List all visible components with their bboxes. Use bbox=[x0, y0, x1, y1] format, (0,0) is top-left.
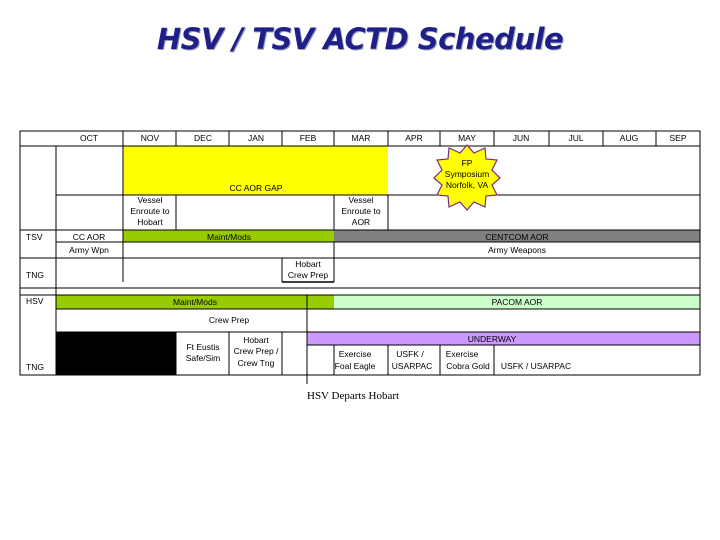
exercise-cobra-gold-2: Cobra Gold bbox=[446, 361, 490, 371]
month-aug: AUG bbox=[619, 133, 639, 143]
hobart-crew-prep-1: Hobart bbox=[295, 259, 321, 269]
cc-aor-label: CC AOR bbox=[72, 232, 106, 242]
centcom-aor-label: CENTCOM AOR bbox=[485, 232, 549, 242]
vessel-enroute-hobart-1: Vessel bbox=[137, 195, 163, 205]
vessel-enroute-aor-3: AOR bbox=[351, 217, 371, 227]
month-jun: JUN bbox=[512, 133, 530, 143]
hobart-crew-prep-2: Crew Prep bbox=[287, 270, 329, 280]
slide-title: HSV / TSV ACTD Schedule bbox=[156, 22, 564, 56]
pacom-aor-label: PACOM AOR bbox=[491, 297, 543, 307]
month-dec: DEC bbox=[194, 133, 212, 143]
usfk-usarpac-1b: USARPAC bbox=[391, 361, 433, 371]
crew-prep-label: Crew Prep bbox=[208, 315, 250, 325]
month-nov: NOV bbox=[140, 133, 160, 143]
row-label-tsv: TSV bbox=[26, 232, 43, 242]
hobart-crew-2: Crew Prep / bbox=[233, 346, 279, 356]
month-feb: FEB bbox=[299, 133, 317, 143]
hobart-crew-1: Hobart bbox=[243, 335, 269, 345]
vessel-enroute-hobart-2: Enroute to bbox=[130, 206, 170, 216]
month-apr: APR bbox=[405, 133, 423, 143]
ft-eustis-2: Safe/Sim bbox=[185, 353, 221, 363]
month-jan: JAN bbox=[247, 133, 265, 143]
row-label-tng-2: TNG bbox=[26, 362, 44, 372]
month-sep: SEP bbox=[669, 133, 687, 143]
hsv-departs-hobart-note: HSV Departs Hobart bbox=[307, 390, 400, 402]
hsv-tng-black-block bbox=[56, 332, 176, 375]
tsv-maint-mods-label: Maint/Mods bbox=[207, 232, 251, 242]
month-jul: JUL bbox=[568, 133, 584, 143]
usfk-usarpac-2: USFK / USARPAC bbox=[500, 361, 572, 371]
month-may: MAY bbox=[458, 133, 476, 143]
exercise-foal-eagle-2: Foal Eagle bbox=[334, 361, 376, 371]
starburst-line-1: FP bbox=[461, 158, 473, 168]
hobart-crew-3: Crew Tng bbox=[237, 358, 275, 368]
vessel-enroute-aor-1: Vessel bbox=[348, 195, 374, 205]
ft-eustis-1: Ft Eustis bbox=[186, 342, 220, 352]
army-weapons-label: Army Weapons bbox=[488, 245, 546, 255]
row-label-hsv: HSV bbox=[26, 296, 44, 306]
starburst-line-3: Norfolk, VA bbox=[445, 180, 489, 190]
starburst-line-2: Symposium bbox=[444, 169, 490, 179]
vessel-enroute-hobart-3: Hobart bbox=[137, 217, 163, 227]
month-oct: OCT bbox=[80, 133, 98, 143]
vessel-enroute-aor-2: Enroute to bbox=[341, 206, 381, 216]
exercise-cobra-gold-1: Exercise bbox=[445, 349, 479, 359]
exercise-foal-eagle-1: Exercise bbox=[338, 349, 372, 359]
cc-aor-gap-label: CC AOR GAP bbox=[229, 183, 283, 193]
month-mar: MAR bbox=[351, 133, 371, 143]
underway-label: UNDERWAY bbox=[467, 334, 517, 344]
hsv-maint-mods-label: Maint/Mods bbox=[173, 297, 217, 307]
row-label-tng-1: TNG bbox=[26, 270, 44, 280]
army-wpn-label: Army Wpn bbox=[69, 245, 109, 255]
usfk-usarpac-1a: USFK / bbox=[396, 349, 424, 359]
